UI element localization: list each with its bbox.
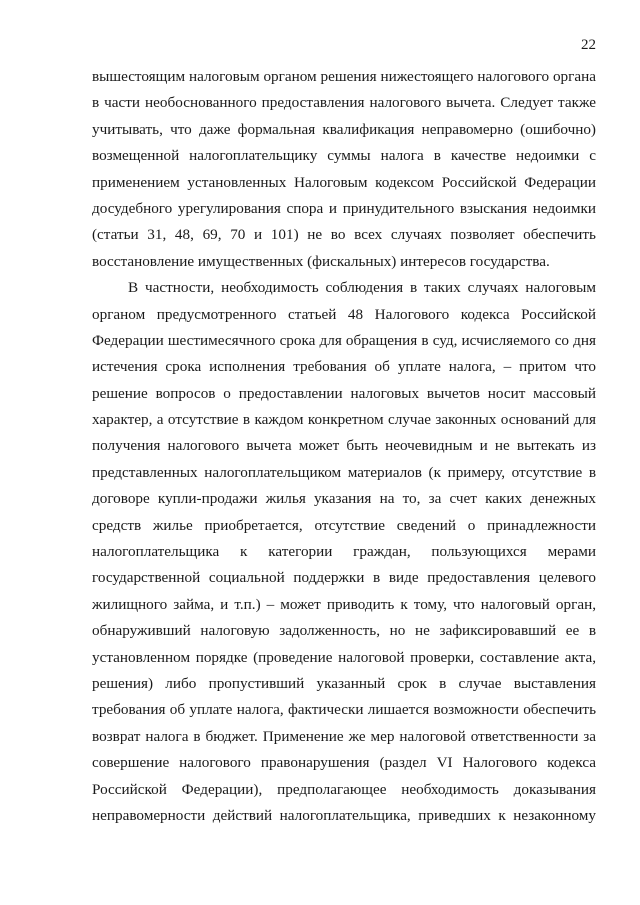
page-number: 22 <box>581 37 596 53</box>
text-line: восстановление имущественных (фискальных) интересов государства. <box>92 252 550 270</box>
paragraph <box>92 275 596 829</box>
text-line: неправомерности действий налогоплательщика, приведших к незаконному <box>92 806 596 824</box>
text-line: вышестоящим налоговым органом решения нижестоящего налогового органа <box>92 68 596 85</box>
text-line: государственной социальной поддержки в виде предоставления целевого <box>92 569 596 587</box>
text-line: решения) либо пропустивший указанный срок в случае выставления <box>92 674 596 692</box>
text-line: возмещенной налогоплательщику суммы налога в качестве недоимки с <box>92 147 596 165</box>
text-line: средств жилье приобретается, отсутствие сведений о принадлежности <box>92 516 596 534</box>
text-line: решение вопросов о предоставлении налоговых вычетов носит массовый <box>92 384 596 402</box>
text-line: истечения срока исполнения требования об уплате налога, – притом что <box>92 358 596 376</box>
text-line: учитывать, что даже формальная квалификация неправомерно (ошибочно) <box>92 120 596 138</box>
text-line: договоре купли-продажи жилья указания на то, за счет каких денежных <box>92 490 596 508</box>
document-body <box>92 64 596 829</box>
text-line: жилищного займа, и т.п.) – может приводить к тому, что налоговый орган, <box>92 595 596 613</box>
text-line: возврат налога в бюджет. Применение же мер налоговой ответственности за <box>92 727 596 745</box>
text-line: Российской Федерации), предполагающее необходимость доказывания <box>92 780 596 798</box>
text-line: представленных налогоплательщиком материалов (к примеру, отсутствие в <box>92 463 596 481</box>
text-line: органом предусмотренного статьей 48 Налогового кодекса Российской <box>92 305 596 323</box>
text-line: в части необоснованного предоставления налогового вычета. Следует также <box>92 94 596 112</box>
text-line: применением установленных Налоговым кодексом Российской Федерации <box>92 173 596 191</box>
text-line: обнаруживший налоговую задолженность, но не зафиксировавший ее в <box>92 622 596 640</box>
text-line: досудебного урегулирования спора и принудительного взыскания недоимки <box>92 199 596 217</box>
text-line: В частности, необходимость соблюдения в таких случаях налоговым <box>128 279 596 297</box>
text-line: установленном порядке (проведение налоговой проверки, составление акта, <box>92 648 596 666</box>
paragraph <box>92 64 596 275</box>
text-line: совершение налогового правонарушения (раздел VI Налогового кодекса <box>92 754 596 772</box>
text-line: получения налогового вычета может быть неочевидным и не вытекать из <box>92 437 596 455</box>
text-line: характер, а отсутствие в каждом конкретном случае законных оснований для <box>92 411 596 429</box>
text-line: Федерации шестимесячного срока для обращения в суд, исчисляемого со дня <box>92 331 596 349</box>
text-line: налогоплательщика к категории граждан, пользующихся мерами <box>92 543 596 561</box>
text-line: требования об уплате налога, фактически лишается возможности обеспечить <box>92 701 596 719</box>
text-line: (статьи 31, 48, 69, 70 и 101) не во всех случаях позволяет обеспечить <box>92 226 596 244</box>
